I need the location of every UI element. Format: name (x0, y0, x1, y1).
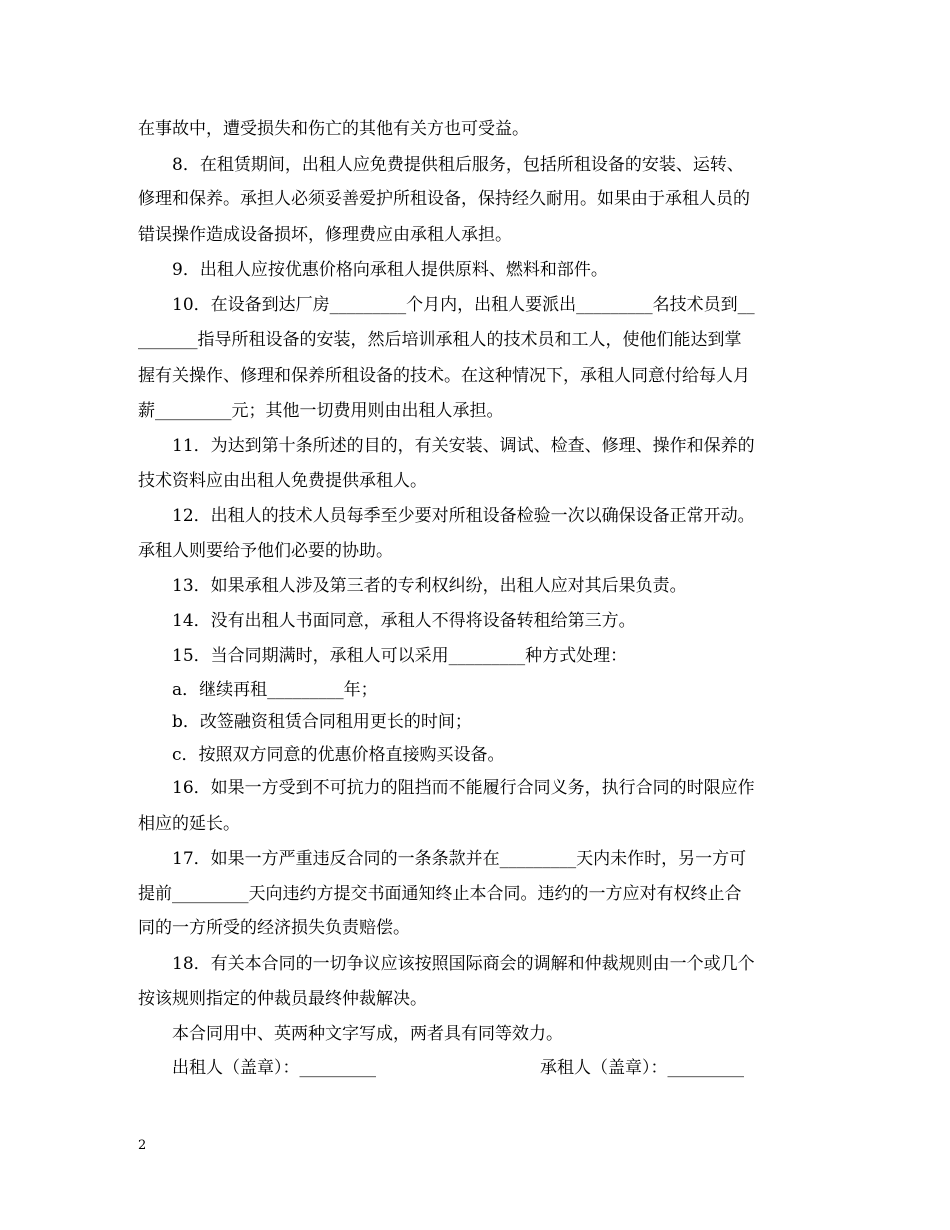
text-line: 10．在设备到达厂房_________个月内，出租人要派出_________名技术员到__ (172, 295, 755, 315)
text-line: 同的一方所受的经济损失负责赔偿。 (138, 918, 410, 938)
page-number: 2 (138, 1138, 147, 1153)
text-line: b．改签融资租赁合同租用更长的时间； (172, 712, 472, 732)
lessor-signature: 出租人（盖章）：_________ (172, 1058, 376, 1078)
text-line: 本合同用中、英两种文字写成，两者具有同等效力。 (172, 1024, 563, 1044)
text-line: _______指导所租设备的安装，然后培训承租人的技术员和工人，使他们能达到掌 (138, 330, 742, 350)
text-line: 承租人则要给予他们必要的协助。 (138, 541, 393, 561)
text-line: 14．没有出租人书面同意，承租人不得将设备转租给第三方。 (172, 611, 636, 631)
text-line: a．继续再租_________年； (172, 680, 378, 700)
text-line: 修理和保养。承担人必须妥善爱护所租设备，保持经久耐用。如果由于承租人员的 (138, 189, 750, 209)
text-line: 17．如果一方严重违反合同的一条条款并在_________天内未作时，另一方可 (172, 849, 747, 869)
text-line: 12．出租人的技术人员每季至少要对所租设备检验一次以确保设备正常开动。 (172, 506, 755, 526)
text-line: 18．有关本合同的一切争议应该按照国际商会的调解和仲裁规则由一个或几个 (172, 954, 755, 974)
text-line: 薪_________元；其他一切费用则由出租人承担。 (138, 401, 504, 421)
text-line: 15．当合同期满时，承租人可以采用_________种方式处理： (172, 646, 628, 666)
text-line: 16．如果一方受到不可抗力的阻挡而不能履行合同义务，执行合同的时限应作 (172, 778, 755, 798)
text-line: 13．如果承租人涉及第三者的专利权纠纷，出租人应对其后果负责。 (172, 576, 687, 596)
text-line: 在事故中，遭受损失和伤亡的其他有关方也可受益。 (138, 119, 529, 139)
text-line: 9．出租人应按优惠价格向承租人提供原料、燃料和部件。 (172, 260, 608, 280)
text-line: 11．为达到第十条所述的目的，有关安装、调试、检查、修理、操作和保养的 (172, 436, 755, 456)
text-line: c．按照双方同意的优惠价格直接购买设备。 (172, 745, 505, 765)
text-line: 按该规则指定的仲裁员最终仲裁解决。 (138, 989, 427, 1009)
lessee-signature: 承租人（盖章）：_________ (540, 1058, 744, 1078)
text-line: 握有关操作、修理和保养所租设备的技术。在这种情况下，承租人同意付给每人月 (138, 366, 750, 386)
text-line: 8．在租赁期间，出租人应免费提供租后服务，包括所租设备的安装、运转、 (172, 155, 744, 175)
text-line: 错误操作造成设备损坏，修理费应由承租人承担。 (138, 225, 512, 245)
text-line: 提前_________天向违约方提交书面通知终止本合同。违约的一方应对有权终止合 (138, 884, 742, 904)
text-line: 技术资料应由出租人免费提供承租人。 (138, 471, 427, 491)
text-line: 相应的延长。 (138, 814, 240, 834)
